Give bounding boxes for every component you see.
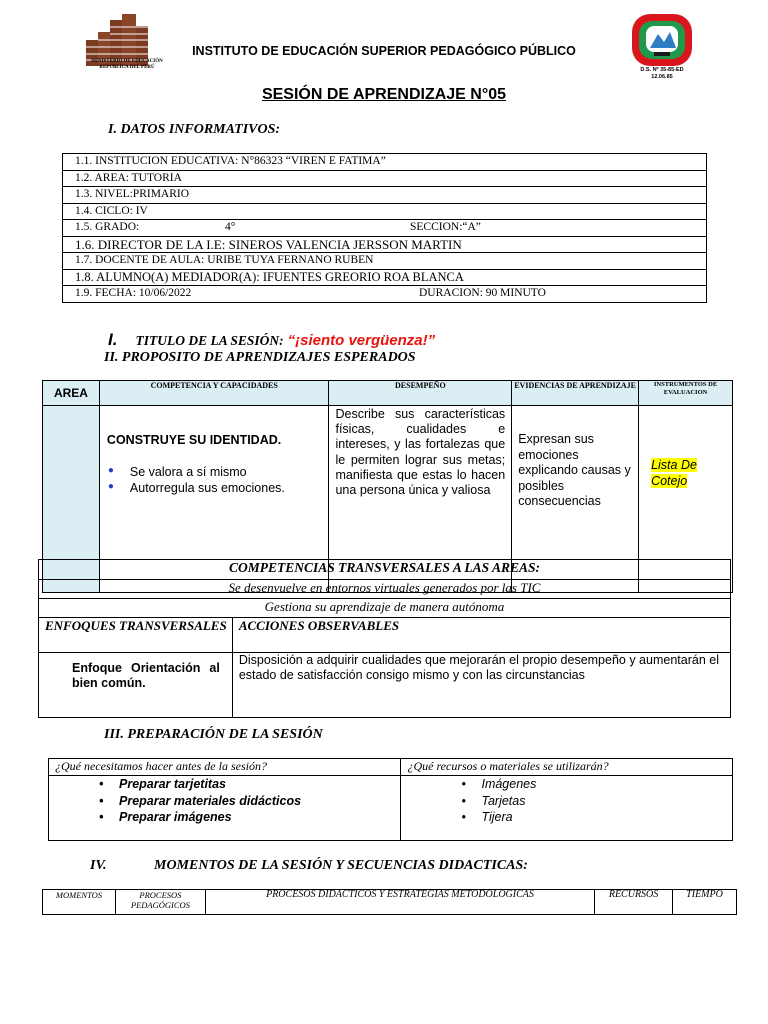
material-text: Tijera: [481, 810, 513, 824]
transversal-comp-2: Gestiona su aprendizaje de manera autónoma: [39, 599, 731, 618]
titulo-line: [108, 330, 435, 350]
list-item: [49, 776, 400, 793]
ministry-line-2: REPUBLICA DEL PERÚ: [99, 65, 155, 70]
bullet-icon: •: [99, 793, 104, 808]
datos-row-text: 1.2. AREA: TUTORIA: [75, 171, 182, 184]
datos-table: [62, 153, 707, 303]
capacidad-text: Se valora a sí mismo: [129, 465, 247, 479]
datos-row: [63, 187, 706, 204]
list-item: [107, 465, 329, 479]
task-text: Preparar tarjetitas: [119, 777, 227, 791]
capacidades-list: [100, 465, 329, 495]
question-materials: ¿Qué recursos o materiales se utilizarán?: [401, 759, 733, 776]
header-instrumentos: INSTRUMENTOS DE EVALUACION: [639, 381, 733, 406]
materials-list: [411, 776, 732, 826]
seal-icon: [628, 12, 696, 68]
datos-row-text: 1.1. INSTITUCION EDUCATIVA: N°86323 “VIREN E FATIMA”: [75, 155, 386, 167]
duracion-value: DURACION: 90 MINUTO: [419, 287, 546, 299]
tasks-list: [49, 776, 400, 826]
capacidad-text: Autorregula sus emociones.: [129, 481, 285, 495]
list-item: [411, 776, 732, 793]
seal-line-2: 12.06.85: [651, 73, 673, 80]
col-tiempo: TIEMPO: [673, 890, 737, 915]
momentos-table: [42, 889, 737, 915]
datos-row: [63, 237, 706, 254]
datos-row: [63, 253, 706, 270]
titulo-value: “¡siento vergüenza!”: [287, 332, 436, 349]
header-area: AREA: [43, 381, 100, 406]
col-momentos: MOMENTOS: [43, 890, 116, 915]
datos-row: [63, 270, 706, 287]
datos-row-text: 1.5. GRADO:: [75, 221, 140, 233]
bullet-icon: •: [461, 810, 466, 824]
header-competencia: COMPETENCIA Y CAPACIDADES: [99, 381, 329, 406]
question-before: ¿Qué necesitamos hacer antes de la sesión?: [49, 759, 401, 776]
header-desempeno: DESEMPEÑO: [329, 381, 512, 406]
grado-value: 4°: [225, 221, 236, 233]
col-recursos: RECURSOS: [595, 890, 673, 915]
datos-row: [63, 220, 706, 237]
acciones-header: ACCIONES OBSERVABLES: [232, 618, 730, 653]
header-evidencias: EVIDENCIAS DE APRENDIZAJE: [512, 381, 639, 406]
enfoque-cell: Enfoque Orientación al bien común.: [39, 653, 233, 718]
datos-row-text: 1.7. DOCENTE DE AULA: URIBE TUYA FERNANO RUBEN: [75, 254, 374, 266]
datos-row: [63, 204, 706, 221]
bullet-icon: ●: [107, 465, 114, 476]
accion-cell: Disposición a adquirir cualidades que mejorarán el propio desempeño y aumentarán el estado de satisfacción consigo mismo y con las circunstancias: [232, 653, 730, 718]
datos-row-text: 1.8. ALUMNO(A) MEDIADOR(A): IFUENTES GREORIO ROA BLANCA: [75, 269, 464, 284]
transversales-title: COMPETENCIAS TRANSVERSALES A LAS AREAS:: [39, 560, 731, 580]
institute-name: INSTITUTO DE EDUCACIÓN SUPERIOR PEDAGÓGICO PÚBLICO: [192, 44, 576, 58]
col-procesos-pedagogicos: PROCESOS PEDAGÓGICOS: [115, 890, 205, 915]
transversales-table: [38, 559, 731, 718]
evidencias-cell: Expresan sus emociones explicando causas y posibles consecuencias: [512, 406, 639, 593]
ministry-line-1: MINISTERIO DE EDUCACIÓN: [91, 59, 163, 64]
section-4-heading: MOMENTOS DE LA SESIÓN Y SECUENCIAS DIDACTICAS:: [154, 858, 528, 873]
task-text: Preparar imágenes: [119, 810, 232, 824]
list-item: [107, 481, 329, 495]
bullet-icon: •: [99, 777, 104, 791]
material-text: Tarjetas: [481, 793, 526, 808]
datos-row-text: 1.6. DIRECTOR DE LA I.E: SINEROS VALENCIA JERSSON MARTIN: [75, 236, 462, 252]
bullet-icon: •: [461, 777, 466, 791]
materials-cell: [401, 776, 733, 841]
bullet-icon: •: [461, 793, 466, 808]
instrumento-text: Lista De Cotejo: [651, 458, 697, 488]
enfoques-header: ENFOQUES TRANSVERSALES: [39, 618, 233, 653]
section-4-heading-num: IV.: [90, 858, 107, 873]
list-item: [49, 793, 400, 810]
session-title: SESIÓN DE APRENDIZAJE N°05: [261, 86, 507, 103]
desempeno-cell: Describe sus características físicas, cualidades e intereses, y las fortalezas que le permiten lograr sus metas; manifiesta que estas lo hacen una persona única y valiosa: [329, 406, 512, 593]
preparacion-table: [48, 758, 733, 841]
transversal-comp-1: Se desenvuelve en entornos virtuales generados por las TIC: [39, 580, 731, 599]
datos-row: [63, 171, 706, 188]
section-3-heading: III. PREPARACIÓN DE LA SESIÓN: [104, 727, 323, 742]
datos-row-text: 1.4. CICLO: IV: [75, 204, 148, 217]
list-item: [411, 809, 732, 826]
datos-row-text: 1.3. NIVEL:PRIMARIO: [75, 188, 190, 200]
titulo-label: TITULO DE LA SESIÓN:: [135, 333, 284, 348]
bullet-icon: •: [99, 810, 104, 824]
seccion-value: SECCION:“A”: [410, 221, 481, 233]
titulo-numeral: I.: [108, 330, 118, 349]
competencia-title: CONSTRUYE SU IDENTIDAD.: [106, 433, 282, 447]
material-text: Imágenes: [481, 777, 537, 791]
tasks-cell: [49, 776, 401, 841]
section-1-heading: I. DATOS INFORMATIVOS:: [108, 122, 281, 137]
section-2-heading: II. PROPOSITO DE APRENDIZAJES ESPERADOS: [104, 350, 416, 365]
bullet-icon: ●: [107, 481, 114, 492]
datos-row-text: 1.9. FECHA: 10/06/2022: [75, 287, 192, 299]
datos-row: [63, 154, 706, 171]
datos-row: [63, 286, 706, 302]
col-procesos-didacticos: PROCESOS DIDACTICOS Y ESTRATEGIAS METODOLOGICAS: [205, 890, 594, 915]
seal-line-1: D.S. Nº 35-85-ED: [640, 67, 684, 73]
list-item: [49, 809, 400, 826]
task-text: Preparar materiales didácticos: [119, 793, 302, 808]
list-item: [411, 793, 732, 810]
